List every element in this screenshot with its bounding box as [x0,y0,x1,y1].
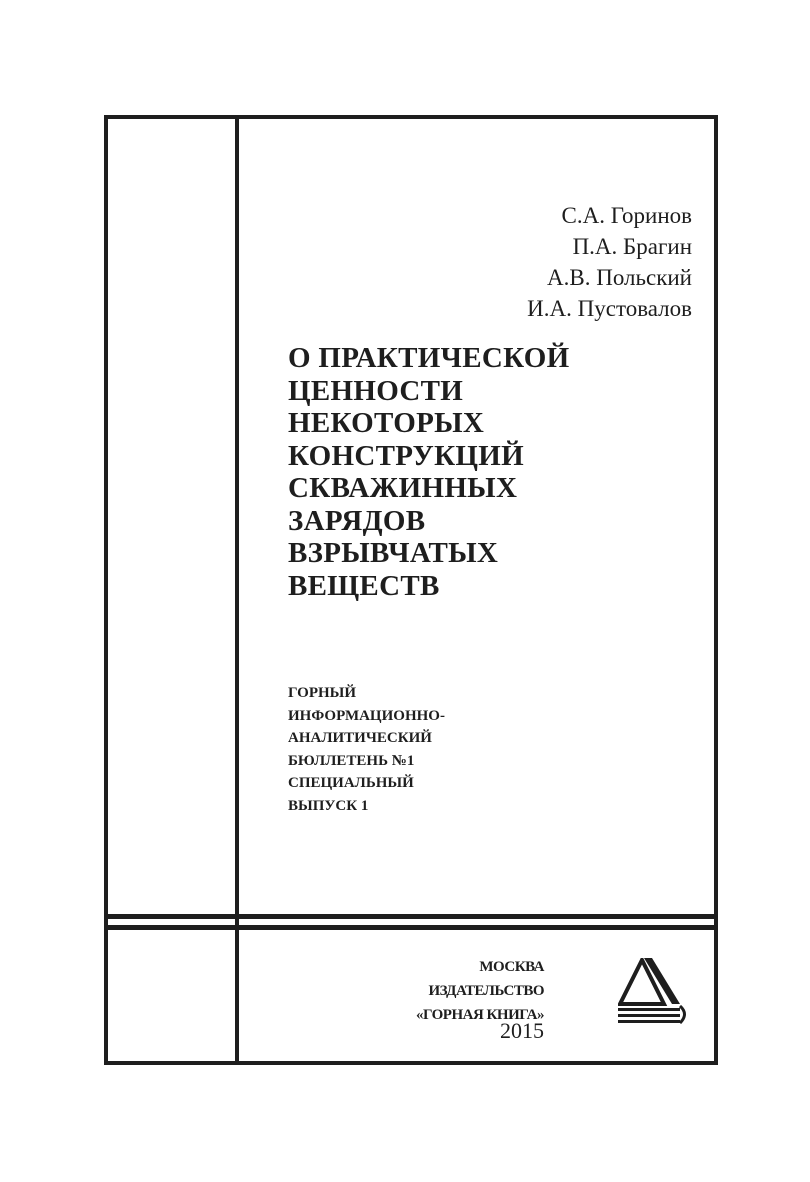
publisher-logo-icon [618,958,690,1024]
frame-bottom [104,1061,718,1065]
title-line: КОНСТРУКЦИЙ [288,439,524,472]
author: С.А. Горинов [561,203,692,228]
title-line: ВЕЩЕСТВ [288,569,440,602]
series-line: АНАЛИТИЧЕСКИЙ [288,730,432,746]
title-line: ЦЕННОСТИ [288,374,464,407]
publisher-label: ИЗДАТЕЛЬСТВО [428,983,544,999]
publisher-name: «ГОРНАЯ КНИГА» [415,1007,544,1023]
publication-year: 2015 [500,1018,544,1043]
series-line: БЮЛЛЕТЕНЬ №1 [288,752,415,769]
frame-left [104,115,108,1065]
authors [527,200,692,324]
publisher-info [416,955,544,1027]
title-line: О ПРАКТИЧЕСКОЙ [288,342,570,374]
series-line: ИНФОРМАЦИОННО- [288,707,445,724]
series-line: ВЫПУСК 1 [288,797,369,814]
author: И.А. Пустовалов [527,296,692,321]
title-line: ЗАРЯДОВ [288,504,426,537]
author: А.В. Польский [547,265,692,290]
publisher-city: МОСКВА [479,959,544,975]
book-title [288,342,569,602]
title-line: ВЗРЫВЧАТЫХ [288,537,499,569]
title-line: СКВАЖИННЫХ [288,472,518,504]
frame-divider-lower [104,925,718,930]
series-line: СПЕЦИАЛЬНЫЙ [288,775,414,791]
series-line: ГОРНЫЙ [288,685,357,701]
frame-vertical-divider [235,115,239,1065]
frame-divider-upper [104,914,718,919]
frame-top [104,115,718,119]
title-line: НЕКОТОРЫХ [288,407,485,439]
frame-right [714,115,718,1065]
series-info [288,682,445,817]
author: П.А. Брагин [572,234,692,259]
